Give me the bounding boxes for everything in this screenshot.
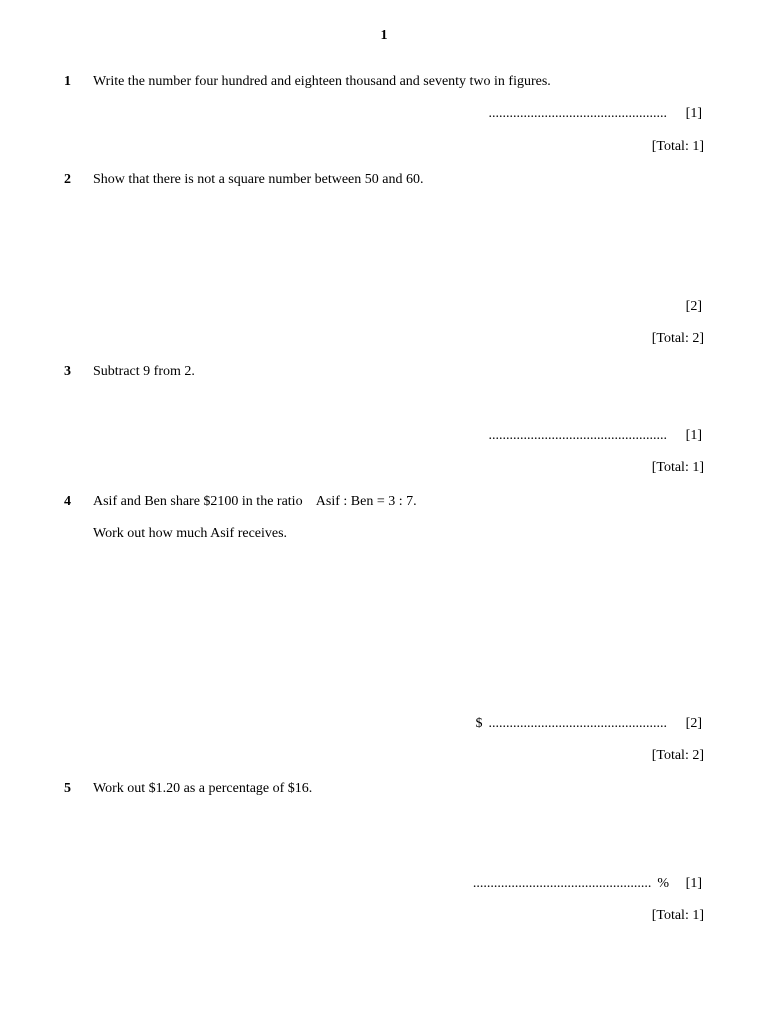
currency-prefix: $ — [475, 716, 483, 731]
question-text: Write the number four hundred and eighteen thousand and seventy two in figures. — [93, 74, 551, 89]
answer-line[interactable] — [473, 876, 669, 892]
question-number: 2 — [64, 172, 71, 187]
answer-dots: ................................................... — [488, 106, 667, 121]
percent-suffix: % — [657, 876, 669, 891]
question-number: 4 — [64, 494, 71, 509]
question-text: Subtract 9 from 2. — [93, 364, 195, 379]
answer-line[interactable] — [489, 428, 668, 444]
question-text: Asif and Ben share $2100 in the ratio Asif : Ben = 3 : 7. — [93, 494, 417, 509]
total-marks: [Total: 1] — [651, 139, 704, 154]
total-marks: [Total: 1] — [651, 908, 704, 923]
question-number: 1 — [64, 74, 71, 89]
marks: [1] — [685, 428, 702, 443]
page-number: 1 — [380, 28, 388, 43]
answer-dots: ................................................... — [488, 716, 667, 731]
answer-line[interactable] — [489, 106, 668, 122]
answer-line[interactable] — [476, 716, 668, 732]
total-marks: [Total: 1] — [651, 460, 704, 475]
question-number: 5 — [64, 781, 71, 796]
answer-dots: ................................................... — [472, 876, 652, 891]
question-text: Work out $1.20 as a percentage of $16. — [93, 781, 313, 796]
marks: [1] — [685, 876, 702, 891]
marks: [1] — [685, 106, 702, 121]
total-marks: [Total: 2] — [651, 748, 704, 763]
marks: [2] — [685, 716, 702, 731]
total-marks: [Total: 2] — [651, 331, 704, 346]
question-text: Show that there is not a square number between 50 and 60. — [93, 172, 424, 187]
question-number: 3 — [64, 364, 71, 379]
marks: [2] — [685, 299, 702, 314]
answer-dots: ................................................... — [488, 428, 667, 443]
question-subtext: Work out how much Asif receives. — [93, 526, 288, 541]
